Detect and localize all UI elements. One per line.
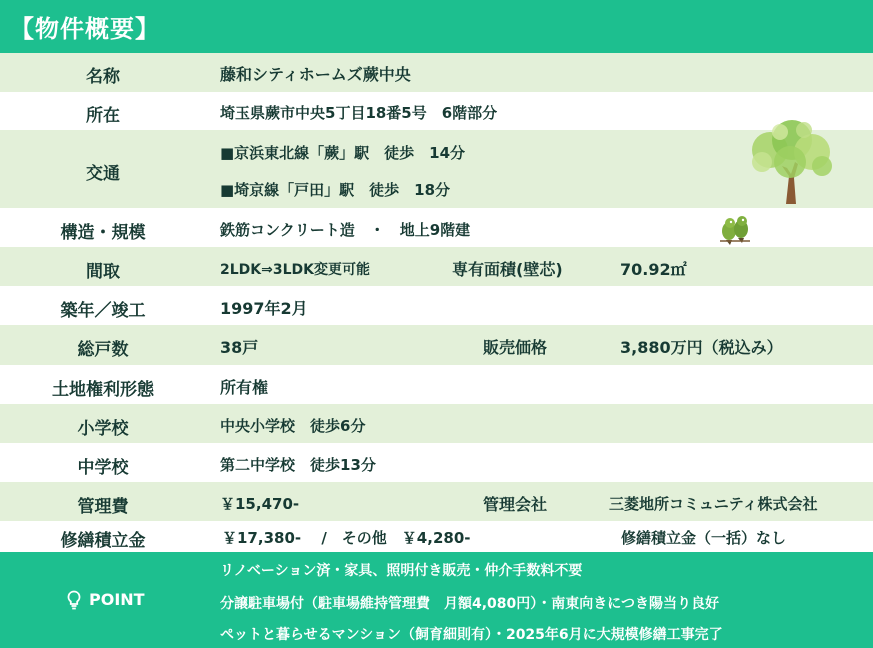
row-junior-high (0, 443, 873, 482)
page-title: 【物件概要】 (10, 15, 160, 43)
value-land: 所有権 (220, 378, 269, 397)
label-land: 土地権利形態 (52, 380, 154, 400)
value-units: 38戸 (220, 338, 259, 357)
label-management-fee: 管理費 (77, 497, 129, 517)
row-units (0, 325, 873, 365)
label-area: 専有面積(壁芯) (452, 260, 563, 279)
label-units: 総戸数 (77, 340, 129, 360)
value-junior-high: 第二中学校 徒歩13分 (220, 456, 376, 474)
row-land (0, 365, 873, 404)
value-access-line1: ■京浜東北線「蕨」駅 徒歩 14分 (220, 144, 466, 162)
row-name (0, 53, 873, 92)
label-management-company: 管理会社 (483, 495, 548, 514)
header-bar (0, 0, 873, 53)
label-price: 販売価格 (483, 338, 548, 357)
row-layout (0, 247, 873, 286)
value-built: 1997年2月 (220, 299, 308, 318)
value-price: 3,880万円（税込み） (620, 338, 783, 357)
value-management-company: 三菱地所コミュニティ株式会社 (609, 495, 818, 513)
label-built: 築年／竣工 (60, 301, 146, 321)
value-structure: 鉄筋コンクリート造 ・ 地上9階建 (220, 221, 471, 239)
value-name: 藤和シティホームズ蕨中央 (220, 65, 411, 84)
row-elementary (0, 404, 873, 443)
point-section (0, 552, 873, 648)
value-repair-reserve: ￥17,380- / その他 ￥4,280- (222, 529, 471, 547)
tree-illustration (740, 118, 840, 210)
point-line-2: 分譲駐車場付（駐車場維持管理費 月額4,080円）・南東向きにつき陽当り良好 (220, 596, 720, 612)
value-address: 埼玉県蕨市中央5丁目18番5号 6階部分 (220, 104, 498, 122)
label-name: 名称 (86, 67, 120, 87)
label-junior-high: 中学校 (77, 458, 129, 478)
point-label: POINT (89, 590, 145, 609)
value-management-fee: ￥15,470- (220, 495, 300, 513)
label-access: 交通 (86, 164, 120, 184)
birds-illustration (718, 214, 752, 252)
label-layout: 間取 (86, 262, 120, 282)
row-built (0, 286, 873, 325)
lightbulb-icon (66, 590, 82, 610)
label-repair-reserve: 修繕積立金 (60, 531, 146, 551)
label-address: 所在 (86, 106, 120, 126)
point-line-1: リノベーション済・家具、照明付き販売・仲介手数料不要 (220, 563, 583, 579)
value-elementary: 中央小学校 徒歩6分 (220, 417, 366, 435)
value-layout: 2LDK⇒3LDK変更可能 (220, 262, 370, 278)
label-structure: 構造・規模 (60, 223, 146, 243)
point-line-3: ペットと暮らせるマンション（飼育細則有）・2025年6月に大規模修繕工事完了 (220, 627, 723, 643)
label-elementary: 小学校 (77, 419, 129, 439)
row-management (0, 482, 873, 521)
value-repair-lump-sum: 修繕積立金（一括）なし (621, 529, 787, 547)
value-area: 70.92㎡ (620, 260, 687, 279)
row-repair-reserve (0, 521, 873, 552)
value-access-line2: ■埼京線「戸田」駅 徒歩 18分 (220, 181, 451, 199)
